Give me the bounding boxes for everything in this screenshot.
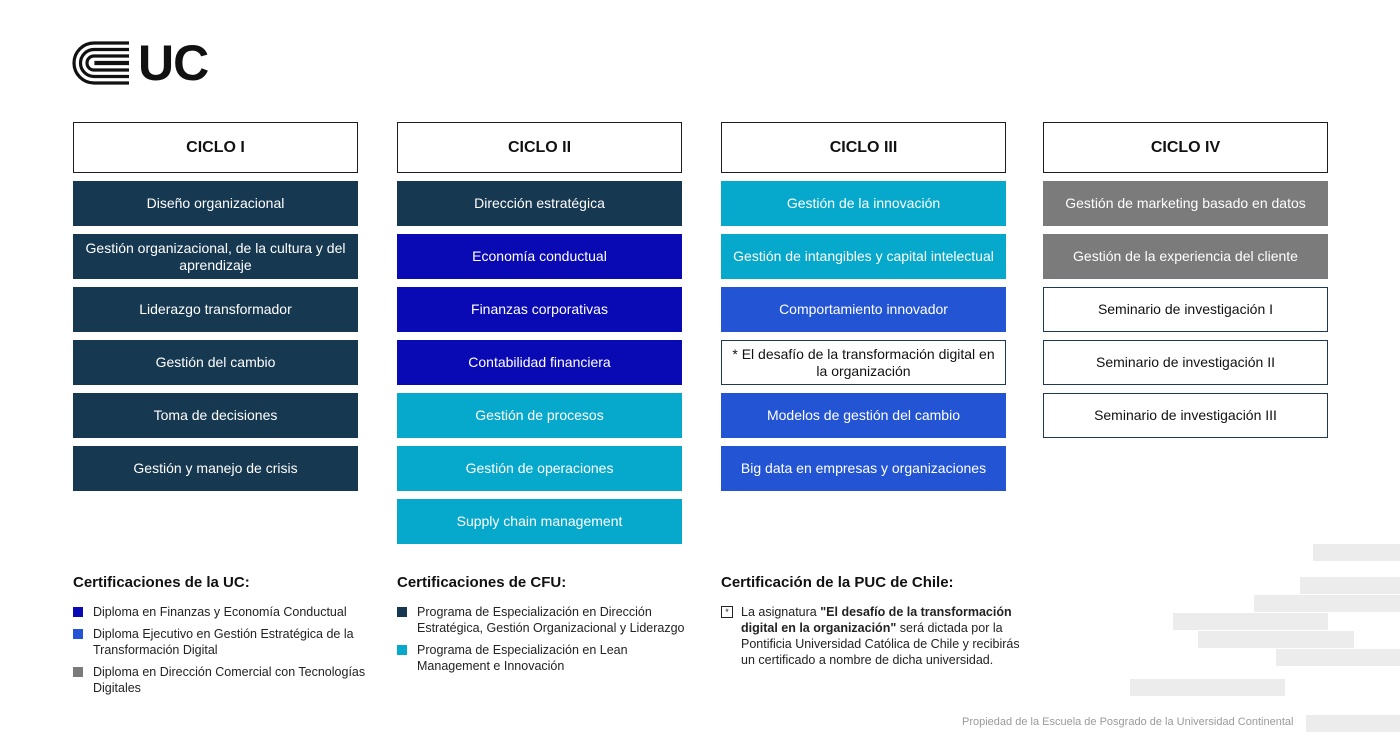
certifications-uc	[73, 574, 373, 702]
decorative-bar	[1313, 544, 1400, 561]
cert-item-label: Programa de Especialización en Lean Management e Innovación	[417, 643, 628, 673]
brand-name: UC	[138, 35, 209, 91]
note-suffix: será dictada por la Pontificia Universidad Católica de Chile y recibirás un certificado a nombre de dicha universidad.	[741, 621, 1020, 667]
cert-title: Certificaciones de CFU:	[397, 574, 567, 591]
cert-item	[397, 604, 697, 636]
cert-item	[73, 664, 373, 696]
course-box: Gestión organizacional, de la cultura y del aprendizaje	[73, 234, 358, 279]
cycle-header: CICLO II	[397, 122, 682, 173]
course-box: Gestión de procesos	[397, 393, 682, 438]
course-box: Seminario de investigación II	[1043, 340, 1328, 385]
course-box-puc: * El desafío de la transformación digital en la organización	[721, 340, 1006, 385]
footer-text: Propiedad de la Escuela de Posgrado de la Universidad Continental	[962, 716, 1294, 728]
legend-square-icon	[397, 645, 407, 655]
legend-square-icon	[73, 629, 83, 639]
course-box: Finanzas corporativas	[397, 287, 682, 332]
cycle-column-4	[1043, 122, 1328, 438]
course-box: Big data en empresas y organizaciones	[721, 446, 1006, 491]
decorative-bar	[1173, 613, 1328, 630]
course-box: Seminario de investigación III	[1043, 393, 1328, 438]
cert-note-text	[741, 604, 1031, 668]
cert-title: Certificaciones de la UC:	[73, 574, 250, 591]
course-box: Contabilidad financiera	[397, 340, 682, 385]
cert-item-label: Diploma en Dirección Comercial con Tecnologías Digitales	[93, 665, 366, 695]
note-prefix: La asignatura	[741, 605, 821, 619]
course-box: Gestión de intangibles y capital intelectual	[721, 234, 1006, 279]
cert-item-label: Programa de Especialización en Dirección Estratégica, Gestión Organizacional y Liderazgo	[417, 605, 685, 635]
decorative-bar	[1306, 715, 1400, 732]
course-box: Gestión de operaciones	[397, 446, 682, 491]
decorative-bar	[1130, 679, 1285, 696]
cert-title: Certificación de la PUC de Chile:	[721, 574, 954, 591]
course-box: Economía conductual	[397, 234, 682, 279]
cycle-column-2	[397, 122, 682, 544]
cert-item	[397, 642, 697, 674]
cert-item	[73, 626, 373, 658]
note-course-name: "El desafío de la transformación digital en la organización"	[741, 605, 1012, 635]
decorative-bar	[1300, 577, 1400, 594]
certifications-cfu	[397, 574, 697, 680]
course-box: Seminario de investigación I	[1043, 287, 1328, 332]
course-box: Gestión de marketing basado en datos	[1043, 181, 1328, 226]
course-box: Comportamiento innovador	[721, 287, 1006, 332]
cert-note	[721, 604, 1031, 668]
course-box: Liderazgo transformador	[73, 287, 358, 332]
course-box: Dirección estratégica	[397, 181, 682, 226]
decorative-bar	[1198, 631, 1354, 648]
course-box: Toma de decisiones	[73, 393, 358, 438]
cycle-header: CICLO III	[721, 122, 1006, 173]
asterisk-icon: *	[721, 606, 733, 618]
certification-puc	[721, 574, 1031, 674]
cycle-header: CICLO I	[73, 122, 358, 173]
cycle-column-3	[721, 122, 1006, 491]
course-box: Supply chain management	[397, 499, 682, 544]
legend-square-icon	[397, 607, 407, 617]
course-box: Diseño organizacional	[73, 181, 358, 226]
decorative-bar	[1276, 649, 1400, 666]
course-box: Modelos de gestión del cambio	[721, 393, 1006, 438]
legend-square-icon	[73, 607, 83, 617]
decorative-bar	[1254, 595, 1400, 612]
cert-item-label: Diploma Ejecutivo en Gestión Estratégica de la Transformación Digital	[93, 627, 354, 657]
cycle-header: CICLO IV	[1043, 122, 1328, 173]
uc-logo	[72, 35, 209, 91]
cert-item	[73, 604, 373, 620]
course-box: Gestión y manejo de crisis	[73, 446, 358, 491]
course-box: Gestión del cambio	[73, 340, 358, 385]
legend-square-icon	[73, 667, 83, 677]
uc-emblem-icon	[72, 41, 130, 85]
cert-item-label: Diploma en Finanzas y Economía Conductual	[93, 605, 347, 619]
course-box: Gestión de la innovación	[721, 181, 1006, 226]
course-box: Gestión de la experiencia del cliente	[1043, 234, 1328, 279]
cycle-column-1	[73, 122, 358, 491]
